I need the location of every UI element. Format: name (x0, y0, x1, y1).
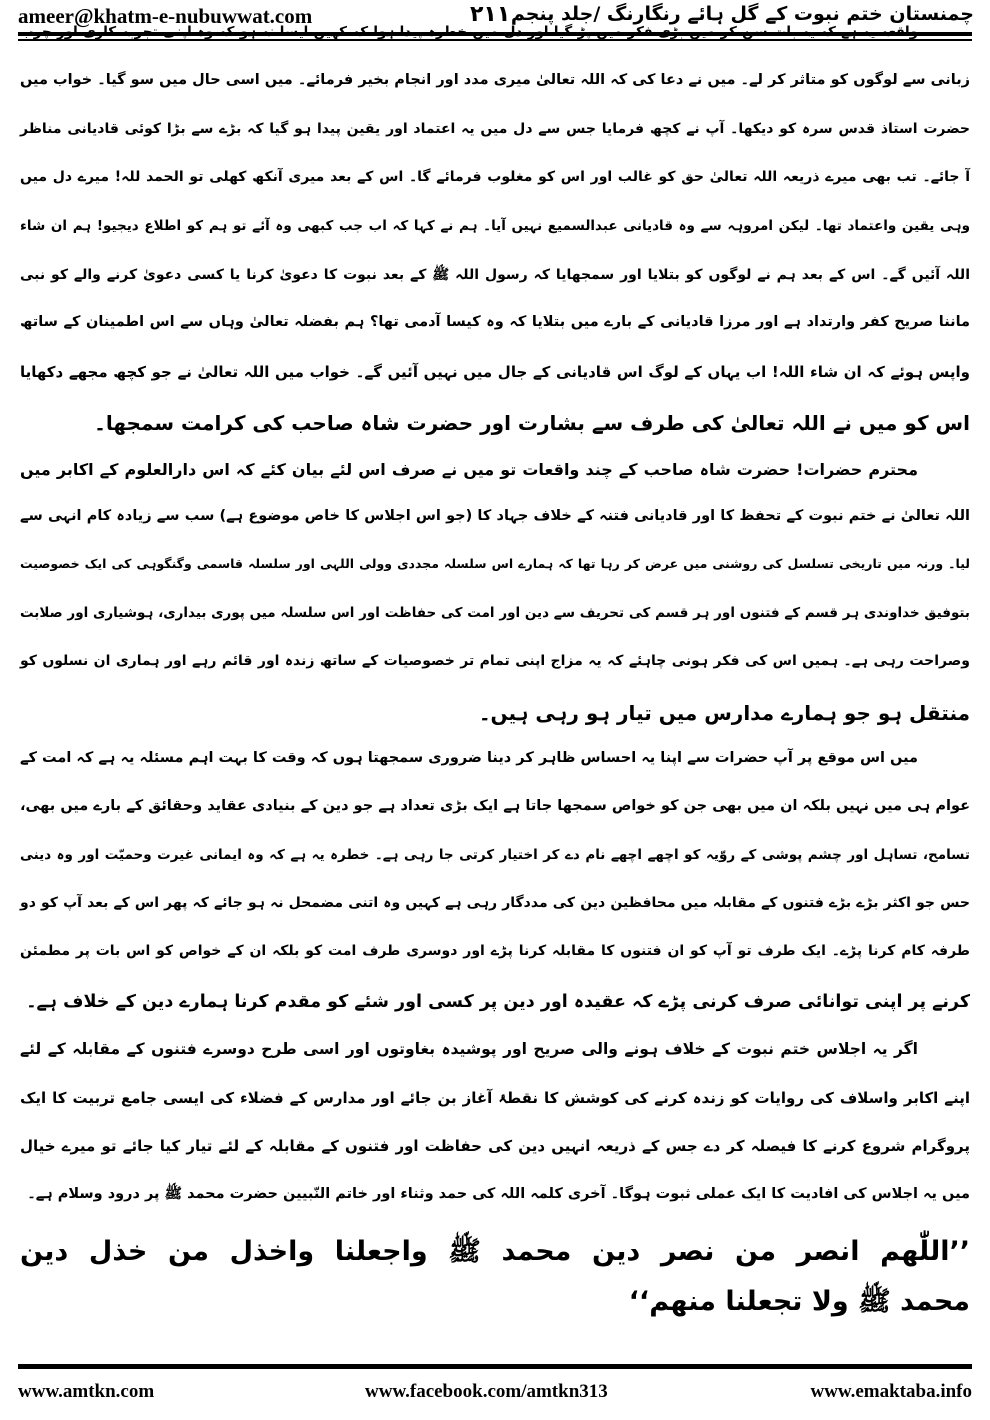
text-line: ماننا صریح کفر وارتداد ہے اور مرزا قادیانی کے بارے میں بتلایا کہ وہ کیسا آدمی تھا؟ ہم بفضلہ تعالیٰ وہاں سے اس اطمینان کے ساتھ (20, 314, 970, 331)
text-line: میں یہ اجلاس کی افادیت کا ایک عملی ثبوت ہوگا۔ آخری کلمہ اللہ کی حمد وثناء اور خاتم النّبیین حضرت محمد ﷺ پر درود وسلام ہے۔ (27, 1186, 970, 1203)
header-email: ameer@khatm-e-nubuwwat.com (18, 4, 313, 28)
text-line: آ جائے۔ تب بھی میرے ذریعہ اللہ تعالیٰ حق کو غالب اور اس کو مغلوب فرمائے گا۔ اس کے بعد میری آنکھ کھلی تو الحمد للہ! میرے دل میں (20, 169, 970, 186)
text-line: طرفہ کام کرنا پڑے۔ ایک طرف تو آپ کو ان فتنوں کا مقابلہ کرنا پڑے اور دوسری طرف امت کو بلکہ ان کے خواص کو اس بات پر مطمئن (20, 943, 970, 960)
text-line: واپس ہوئے کہ ان شاء اللہ! اب یہاں کے لوگ اس قادیانی کے جال میں نہیں آئیں گے۔ خواب میں اللہ تعالیٰ نے جو کچھ مجھے دکھایا (20, 362, 970, 381)
footer-divider (18, 1364, 972, 1369)
text-line: عوام ہی میں نہیں بلکہ ان میں بھی جن کو خواص سمجھا جاتا ہے ایک بڑی تعداد ہے جو دین کے بنیادی عقاید وحقائق کے بارے میں بھی، (20, 798, 970, 815)
text-line: وہی یقین واعتماد تھا۔ لیکن امروہہ سے وہ قادیانی عبدالسمیع نہیں آیا۔ ہم نے کہا کہ اب جب کبھی وہ آئے تو ہم کو اطلاع دیجیو! ہم ان شاء (20, 217, 970, 234)
text-line: اللہ آئیں گے۔ اس کے بعد ہم نے لوگوں کو بتلایا اور سمجھایا کہ رسول اللہ ﷺ کے بعد نبوت کا دعویٰ کرنا یا کسی دعویٰ کرنے والے کو نبی (20, 266, 970, 283)
text-line: منتقل ہو جو ہمارے مدارس میں تیار ہو رہی ہیں۔ (478, 701, 970, 726)
page-number: ۲۱۱ (470, 2, 511, 27)
footer-link-emaktaba[interactable]: www.emaktaba.info (810, 1381, 972, 1402)
book-title: چمنستان ختم نبوت کے گل ہائے رنگارنگ /جلد پنجم (510, 3, 974, 25)
paragraph (20, 1040, 970, 1234)
text-line: محترم حضرات! حضرت شاہ صاحب کے چند واقعات تو میں نے صرف اس لئے بیان کئے کہ اس دارالعلوم کے اکابر میں (20, 459, 918, 479)
text-line: حس جو اکثر بڑے بڑے فتنوں کے مقابلہ میں محافظین دین کی مددگار رہی ہے کہیں وہ اتنی مضمحل نہ ہو جائے کہ پھر اس کے بعد آپ کو دو (20, 895, 970, 912)
paragraph (20, 750, 970, 1040)
text-line: واقعہ یہ ہے کہ یہ بات سن کر میں بڑی فکر میں پڑ گیا اور دل میں خطرہ پیدا ہوا کہ کہیں ایسا نہ ہو کہ وہ اپنی تجربہ کاری اور چرب (20, 24, 918, 40)
paragraph (20, 460, 970, 750)
text-line: تسامح، تساہل اور چشم پوشی کے روّیہ کو اچھے اچھے نام دے کر اختیار کرتی جا رہی ہے۔ خطرہ یہ ہے کہ وہ ایمانی غیرت وحمیّت اور وہ دینی (20, 846, 970, 863)
footer-link-amtkn[interactable]: www.amtkn.com (18, 1381, 155, 1402)
text-line: اپنے اکابر واسلاف کی روایات کو زندہ کرنے کی کوشش کا نقطۂ آغاز بن جائے اور مدارس کے فضلاء کی ایسی جامع تربیت کا ایک (20, 1088, 970, 1107)
text-line: زبانی سے لوگوں کو متاثر کر لے۔ میں نے دعا کی کہ اللہ تعالیٰ میری مدد اور انجام بخیر فرمائے۔ میں اسی حال میں سو گیا۔ خواب میں (20, 72, 970, 89)
text-line: بتوفیق خداوندی ہر قسم کے فتنوں اور ہر قسم کی تحریف سے دین اور امت کی حفاظت اور اس سلسلہ میں پوری بیداری، ہوشیاری اور صلابت (20, 604, 970, 621)
prayer-line: محمد ﷺ ولا تجعلنا منھم‘‘ (628, 1285, 970, 1317)
paragraph (20, 24, 970, 460)
prayer-line: ’’اللّٰھم انصر من نصر دین محمد ﷺ واجعلنا واخذل من خذل دین (20, 1235, 970, 1267)
text-line: اللہ تعالیٰ نے ختم نبوت کے تحفظ کا اور قادیانی فتنہ کے خلاف جہاد کا (جو اس اجلاس کا خاص موضوع ہے) سب سے زیادہ کام انہی سے (20, 507, 970, 524)
text-line: لیا۔ ورنہ میں تاریخی تسلسل کی روشنی میں عرض کر رہا تھا کہ ہمارے اس سلسلہ مجددی وولی اللہی اور سلسلہ قاسمی وگنگوہی کی ایک خصوصیت (20, 556, 970, 572)
text-line: اگر یہ اجلاس ختم نبوت کے خلاف ہونے والی صریح اور پوشیدہ بغاوتوں اور اسی طرح دوسرے فتنوں کے مقابلہ کے لئے (20, 1040, 918, 1059)
text-line: کرنے پر اپنی توانائی صرف کرنی پڑے کہ عقیدہ اور دین پر کسی اور شئے کو مقدم کرنا ہمارے دین کے خلاف ہے۔ (26, 991, 970, 1012)
footer-link-facebook[interactable]: www.facebook.com/amtkn313 (365, 1381, 608, 1402)
text-line: پروگرام شروع کرنے کا فیصلہ کر دے جس کے ذریعہ انہیں دین کی حفاظت اور فتنوں کے مقابلہ کے لئے تیار کیا جائے تو میرے خیال (20, 1136, 970, 1155)
closing-prayer (20, 1234, 970, 1334)
text-line: اس کو میں نے اللہ تعالیٰ کی طرف سے بشارت اور حضرت شاہ صاحب کی کرامت سمجھا۔ (94, 411, 970, 436)
document-body (20, 24, 970, 1334)
text-line: میں اس موقع پر آپ حضرات سے اپنا یہ احساس ظاہر کر دینا ضروری سمجھتا ہوں کہ وقت کا بہت اہم مسئلہ یہ ہے کہ امت کے (20, 749, 918, 766)
text-line: وصراحت رہی ہے۔ ہمیں اس کی فکر ہونی چاہئے کہ یہ مزاج اپنی تمام تر خصوصیات کے ساتھ زندہ اور قائم رہے اور ہماری ان نسلوں کو (20, 653, 970, 670)
text-line: حضرت استاذ قدس سرہ کو دیکھا۔ آپ نے کچھ فرمایا جس سے دل میں یہ اعتماد اور یقین پیدا ہو گیا کہ بڑے سے بڑا کوئی قادیانی مناظر (20, 120, 970, 137)
